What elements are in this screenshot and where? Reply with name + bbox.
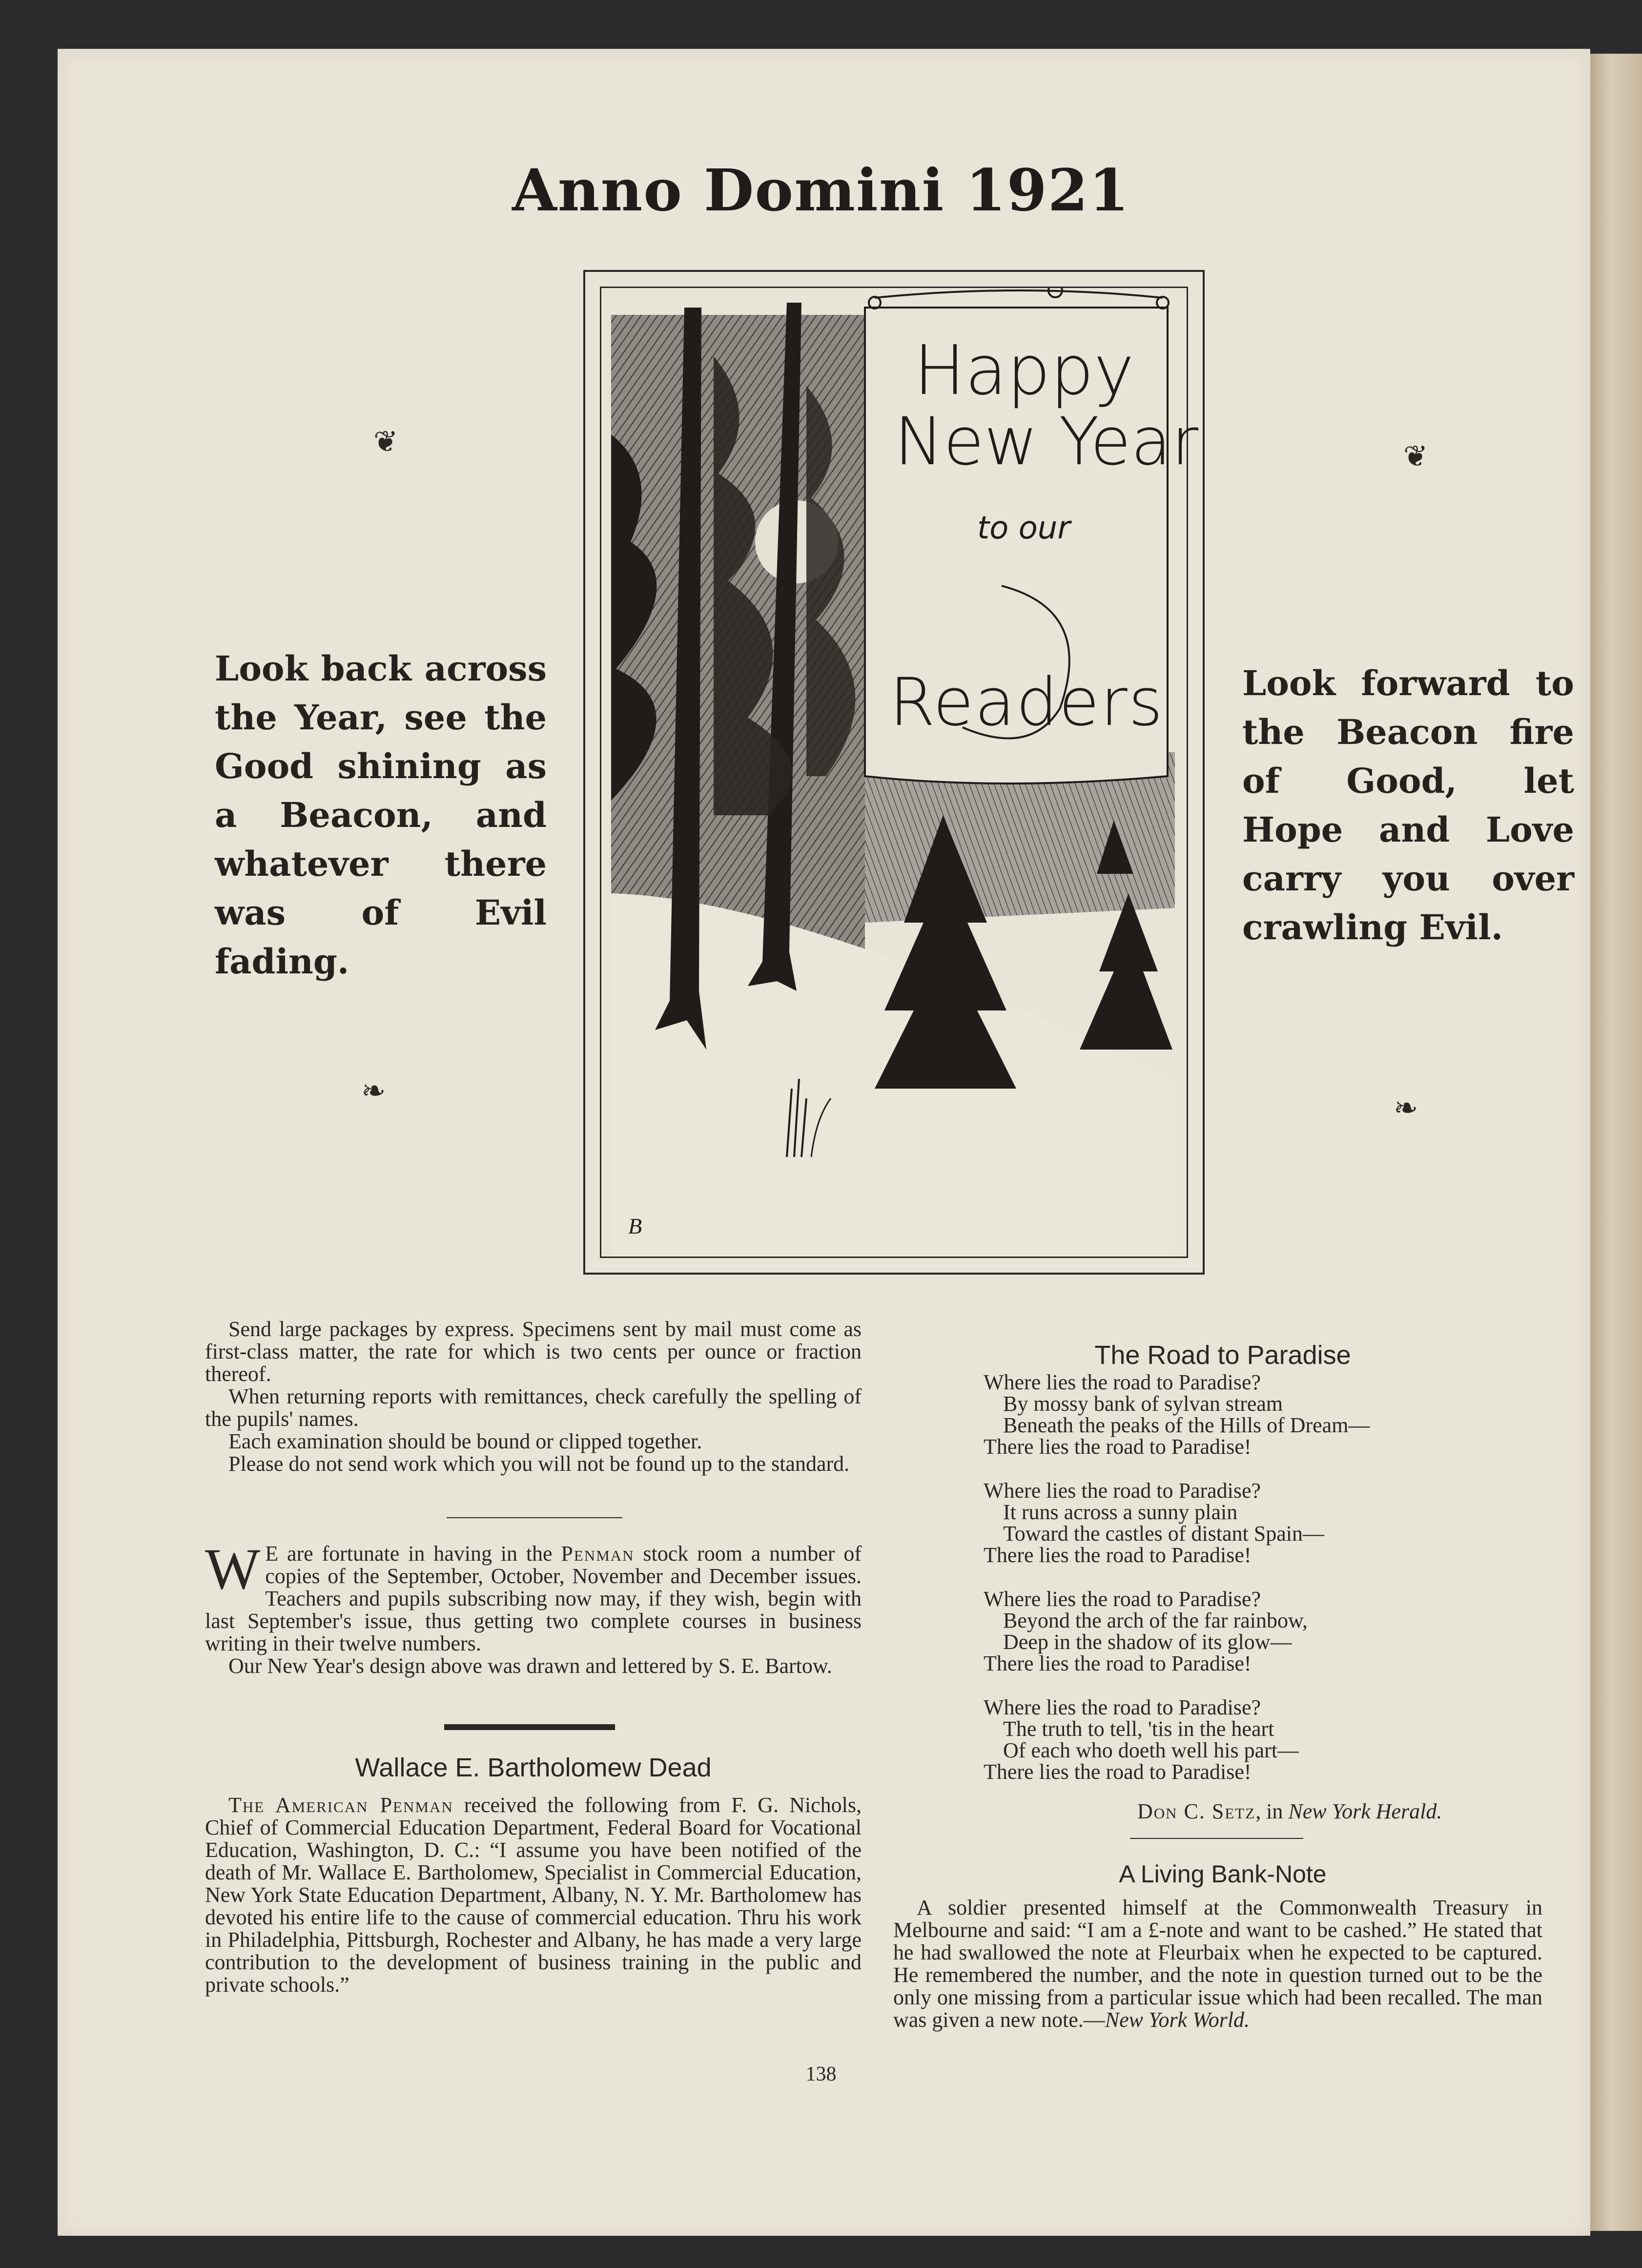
new-year-card xyxy=(583,270,1205,1275)
obituary-heading: Wallace E. Bartholomew Dead xyxy=(355,1753,712,1782)
notices-block xyxy=(205,1318,862,1475)
card-greeting-new-year: New Year xyxy=(894,403,1199,480)
card-inner-frame xyxy=(600,287,1199,1258)
notice-paragraph: Please do not send work which you will not be found up to the standard. xyxy=(228,1452,850,1476)
notice-paragraph: When returning reports with remittances, check carefully the spelling of the pupils' names. xyxy=(205,1384,862,1431)
drop-cap: W xyxy=(205,1536,261,1601)
poem-body xyxy=(984,1372,1594,1783)
poem-attribution: Don C. Setz, in New York Herald. xyxy=(1137,1799,1442,1823)
poem-source: New York Herald. xyxy=(1288,1799,1442,1823)
poem-stanza: Where lies the road to Paradise? By mossy bank of sylvan stream Beneath the peaks of the Hills of Dream— There lies the road to Paradise! xyxy=(984,1370,1370,1459)
card-greeting-to-our: to our xyxy=(977,510,1070,546)
poem-stanza: Where lies the road to Paradise? Beyond the arch of the far rainbow, Deep in the shadow of its glow— There lies the road to Paradise! xyxy=(984,1587,1308,1675)
section-divider xyxy=(447,1517,622,1518)
notice-paragraph: Each examination should be bound or clipped together. xyxy=(228,1429,702,1453)
poem-stanza: Where lies the road to Paradise? The truth to tell, 'tis in the heart Of each who doeth well his part— There lies the road to Paradise! xyxy=(984,1695,1299,1784)
page-number: 138 xyxy=(805,2063,837,2085)
bank-note-source: New York World. xyxy=(1105,2008,1250,2032)
flourish-ornament-icon: ❦ xyxy=(1403,440,1428,473)
page-edge xyxy=(1590,54,1642,2231)
bank-note-text: A soldier presented himself at the Commonwealth Treasury in Melbourne and said: “I am a £-note and want to be cashed.” He stated that he had swallowed the note at Fleurbaix when he expected to be captured. He remembered the number, and the note in question turned out to be the only one missing from a particular issue which had been recalled. The man was given a new note.—New York World. xyxy=(893,1896,1542,2032)
obituary-text: The American Penman received the following from F. G. Nichols, Chief of Commercial Education Department, Federal Board for Vocational Education, Washington, D. C.: “I assume you have been notified of the death of Mr. Wallace E. Bartholomew, Specialist in Commercial Education, New York State Education Department, Albany, N. Y. Mr. Bartholomew has devoted his entire life to the cause of commercial education. Thru his work in Philadelphia, Pittsburgh, Rochester and Albany, he has made a very large contribution to the development of business training in the public and private schools.” xyxy=(205,1793,862,1997)
flourish-ornament-icon: ❧ xyxy=(1394,1092,1418,1124)
publication-name: The American Penman xyxy=(228,1793,453,1817)
flourish-ornament-icon: ❧ xyxy=(361,1075,386,1107)
page-title: Anno Domini 1921 xyxy=(512,156,1130,224)
poem-title: The Road to Paradise xyxy=(1094,1340,1351,1370)
poem-author: Don C. Setz xyxy=(1137,1799,1256,1823)
card-greeting-readers: Readers xyxy=(889,664,1164,741)
right-quote: Look forward to the Beacon fire of Good, let Hope and Love carry you over crawling Evil. xyxy=(1242,663,1574,948)
back-issues-paragraph: W E are fortunate in having in the Penman stock room a number of copies of the September, October, November and December issues. Teachers and pupils subscribing now may, if they wish, begin with last September's issue, thus getting two complete courses in business writing in their twelve numbers. Our New Year's design above was drawn and lettered by S. E. Bartow. xyxy=(205,1536,862,1678)
flourish-ornament-icon: ❦ xyxy=(373,426,398,458)
penman-name: Penman xyxy=(561,1542,635,1566)
poem-stanza: Where lies the road to Paradise? It runs across a sunny plain Toward the castles of distant Spain— There lies the road to Paradise! xyxy=(984,1479,1325,1567)
artist-monogram: B xyxy=(628,1214,642,1238)
left-quote: Look back across the Year, see the Good shining as a Beacon, and whatever there was of Evil fading. xyxy=(215,648,547,982)
notice-paragraph: Send large packages by express. Specimens sent by mail must come as first-class matter, the rate for which is two cents per ounce or fraction thereof. xyxy=(205,1317,862,1386)
design-credit: Our New Year's design above was drawn and lettered by S. E. Bartow. xyxy=(228,1654,832,1678)
bank-note-heading: A Living Bank-Note xyxy=(1119,1860,1327,1888)
section-divider xyxy=(1130,1838,1303,1839)
heavy-divider xyxy=(444,1724,615,1730)
card-greeting-happy: Happy xyxy=(914,331,1134,411)
